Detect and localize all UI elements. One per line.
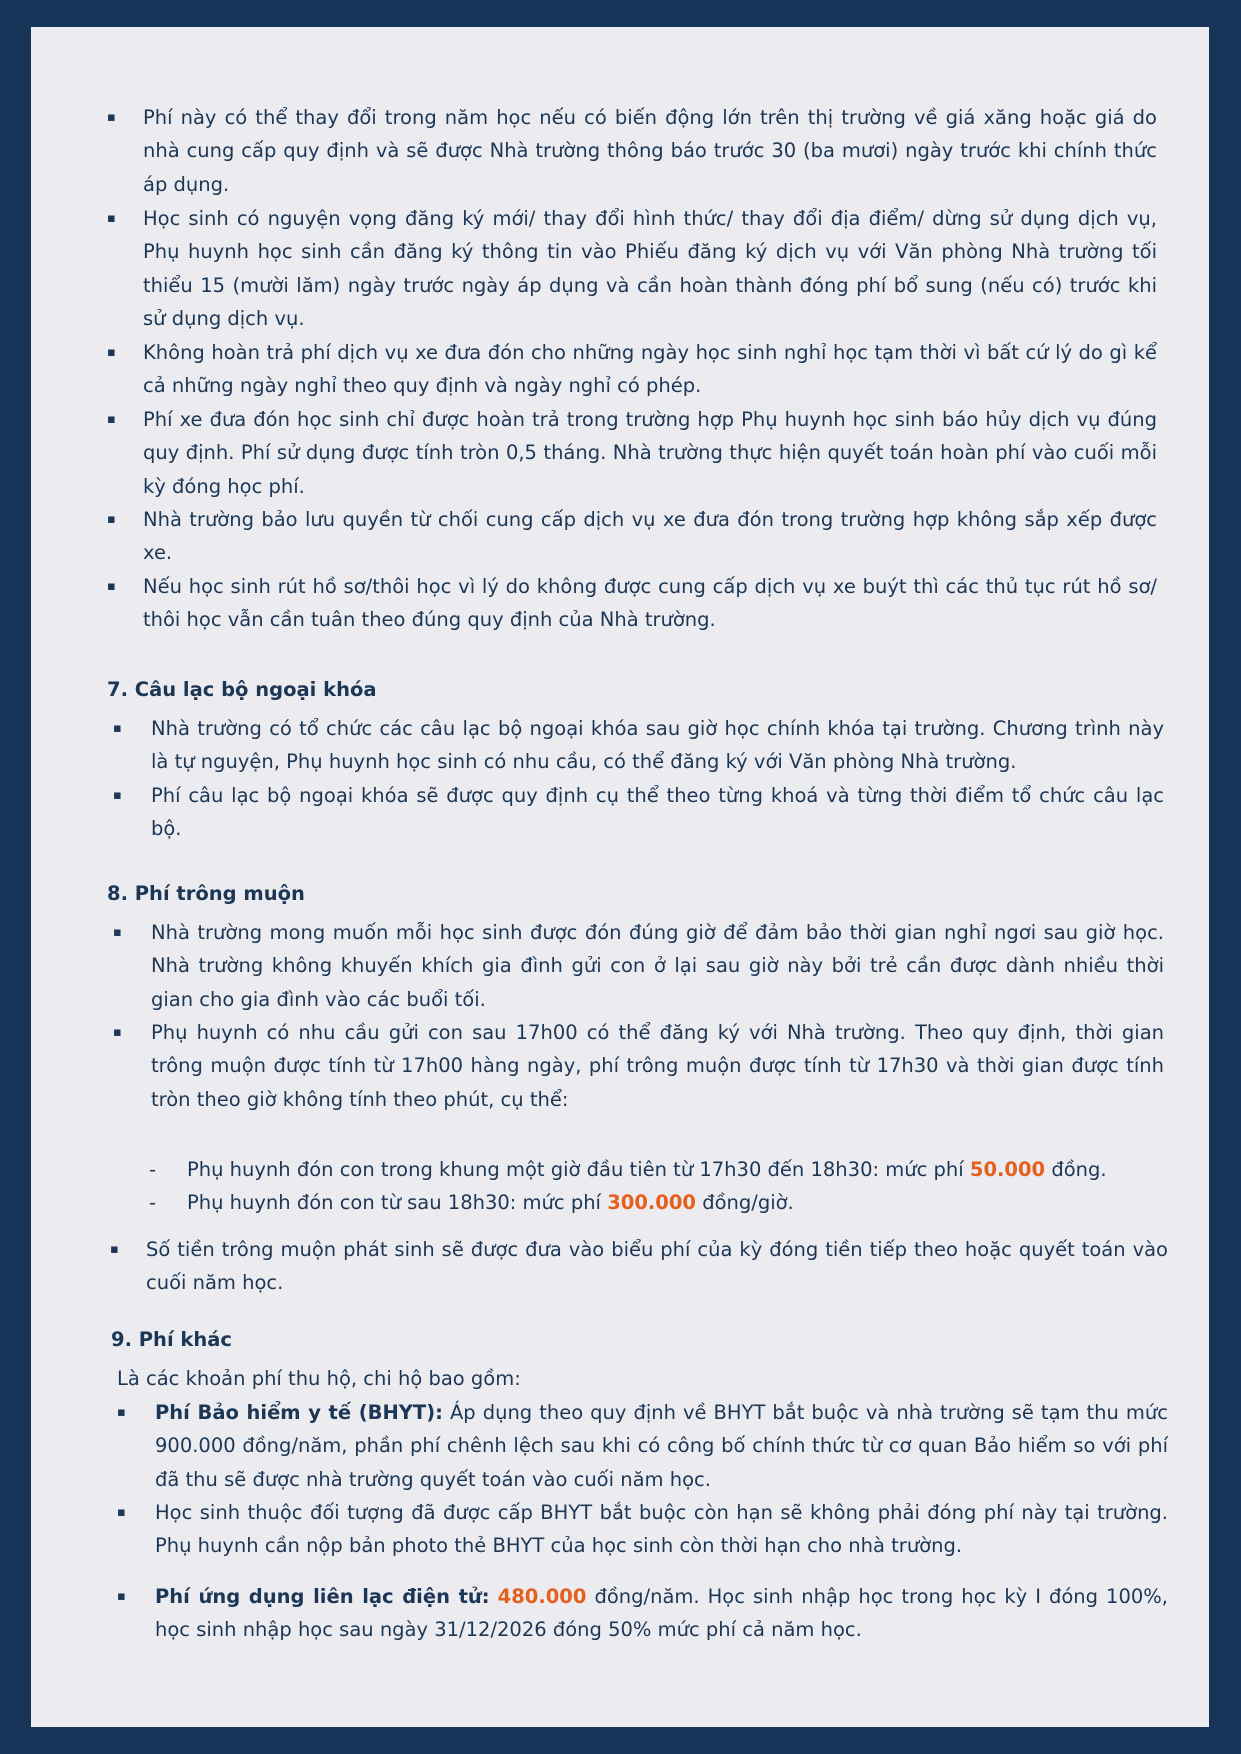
fee-amount: 50.000 <box>969 1158 1046 1181</box>
list-item: ▪ Phí này có thể thay đổi trong năm học nếu có biến động lớn trên thị trường về giá xăng hoặc giá do nhà cung cấp quy định và sẽ được Nhà trường thông báo trước 30 (ba mươi) ngày trước khi chính thức áp dụng. <box>143 101 1157 201</box>
list-item: ▪ Phụ huynh có nhu cầu gửi con sau 17h00 có thể đăng ký với Nhà trường. Theo quy định, thời gian trông muộn được tính từ 17h00 hàng ngày, phí trông muộn được tính từ 17h30 và thời gian được tính tròn theo giờ không tính theo phút, cụ thể: <box>151 1016 1164 1116</box>
section-heading-late-pickup: 8. Phí trông muộn <box>107 882 305 905</box>
insurance-text: Áp dụng theo quy định về BHYT bắt buộc và nhà trường sẽ tạm thu mức 900.000 đồng/năm, phần phí chênh lệch sau khi có công bố chính thức từ cơ quan Bảo hiểm so với phí đã thu sẽ được nhà trường quyết toán vào cuối năm học. <box>155 1401 1168 1491</box>
other-fees-intro: Là các khoản phí thu hộ, chi hộ bao gồm: <box>117 1367 521 1390</box>
fee-line-after-1830 <box>187 1186 1187 1219</box>
section-heading-clubs: 7. Câu lạc bộ ngoại khóa <box>107 678 377 701</box>
list-item: ▪ Học sinh có nguyện vọng đăng ký mới/ thay đổi hình thức/ thay đổi địa điểm/ dừng sử dụng dịch vụ, Phụ huynh học sinh cần đăng ký thông tin vào Phiếu đăng ký dịch vụ với Văn phòng Nhà trường tối thiểu 15 (mười lăm) ngày trước ngày áp dụng và cần hoàn thành đóng phí bổ sung (nếu có) trước khi sử dụng dịch vụ. <box>143 202 1157 335</box>
fee-unit: đồng/giờ. <box>702 1191 794 1214</box>
fee-unit: đồng. <box>1051 1158 1107 1181</box>
app-fee-label: Phí ứng dụng liên lạc điện tử: <box>155 1585 490 1608</box>
list-item: ▪ Phí câu lạc bộ ngoại khóa sẽ được quy định cụ thể theo từng khoá và từng thời điểm tổ chức câu lạc bộ. <box>151 779 1164 846</box>
list-item: ▪ Phí xe đưa đón học sinh chỉ được hoàn trả trong trường hợp Phụ huynh học sinh báo hủy dịch vụ đúng quy định. Phí sử dụng được tính tròn 0,5 tháng. Nhà trường thực hiện quyết toán hoàn phí vào cuối mỗi kỳ đóng học phí. <box>143 403 1157 503</box>
list-item: ▪ Nhà trường có tổ chức các câu lạc bộ ngoại khóa sau giờ học chính khóa tại trường. Chương trình này là tự nguyện, Phụ huynh học sinh có nhu cầu, có thể đăng ký với Văn phòng Nhà trường. <box>151 712 1164 779</box>
section-heading-other-fees: 9. Phí khác <box>111 1328 232 1351</box>
list-item: ▪ Nếu học sinh rút hồ sơ/thôi học vì lý do không được cung cấp dịch vụ xe buýt thì các thủ tục rút hồ sơ/ thôi học vẫn cần tuân theo đúng quy định của Nhà trường. <box>143 570 1157 637</box>
list-item: ▪ Số tiền trông muộn phát sinh sẽ được đưa vào biểu phí của kỳ đóng tiền tiếp theo hoặc quyết toán vào cuối năm học. <box>146 1233 1168 1300</box>
insurance-label: Phí Bảo hiểm y tế (BHYT): <box>155 1401 443 1424</box>
fee-line-first-hour <box>187 1153 1187 1186</box>
fee-text: Phụ huynh đón con trong khung một giờ đầu tiên từ 17h30 đến 18h30: mức phí <box>187 1158 964 1181</box>
list-item-insurance <box>155 1396 1168 1496</box>
app-fee-amount: 480.000 <box>497 1585 587 1608</box>
list-item: ▪ Nhà trường bảo lưu quyền từ chối cung cấp dịch vụ xe đưa đón trong trường hợp không sắp xếp được xe. <box>143 503 1157 570</box>
list-item: ▪ Không hoàn trả phí dịch vụ xe đưa đón cho những ngày học sinh nghỉ học tạm thời vì bất cứ lý do gì kể cả những ngày nghỉ theo quy định và ngày nghỉ có phép. <box>143 336 1157 403</box>
list-item: ▪ Nhà trường mong muốn mỗi học sinh được đón đúng giờ để đảm bảo thời gian nghỉ ngơi sau giờ học. Nhà trường không khuyến khích gia đình gửi con ở lại sau giờ này bởi trẻ cần được dành nhiều thời gian cho gia đình vào các buổi tối. <box>151 916 1164 1016</box>
document-content <box>31 27 1209 1727</box>
fee-amount: 300.000 <box>607 1191 697 1214</box>
list-item-app-fee <box>155 1580 1168 1647</box>
fee-text: Phụ huynh đón con từ sau 18h30: mức phí <box>187 1191 601 1214</box>
document-page <box>31 27 1209 1727</box>
list-item: ▪ Học sinh thuộc đối tượng đã được cấp BHYT bắt buộc còn hạn sẽ không phải đóng phí này tại trường. Phụ huynh cần nộp bản photo thẻ BHYT của học sinh còn thời hạn cho nhà trường. <box>155 1496 1168 1563</box>
app-fee-text: đồng/năm. Học sinh nhập học trong học kỳ I đóng 100%, học sinh nhập học sau ngày 31/12/2026 đóng 50% mức phí cả năm học. <box>155 1585 1168 1642</box>
